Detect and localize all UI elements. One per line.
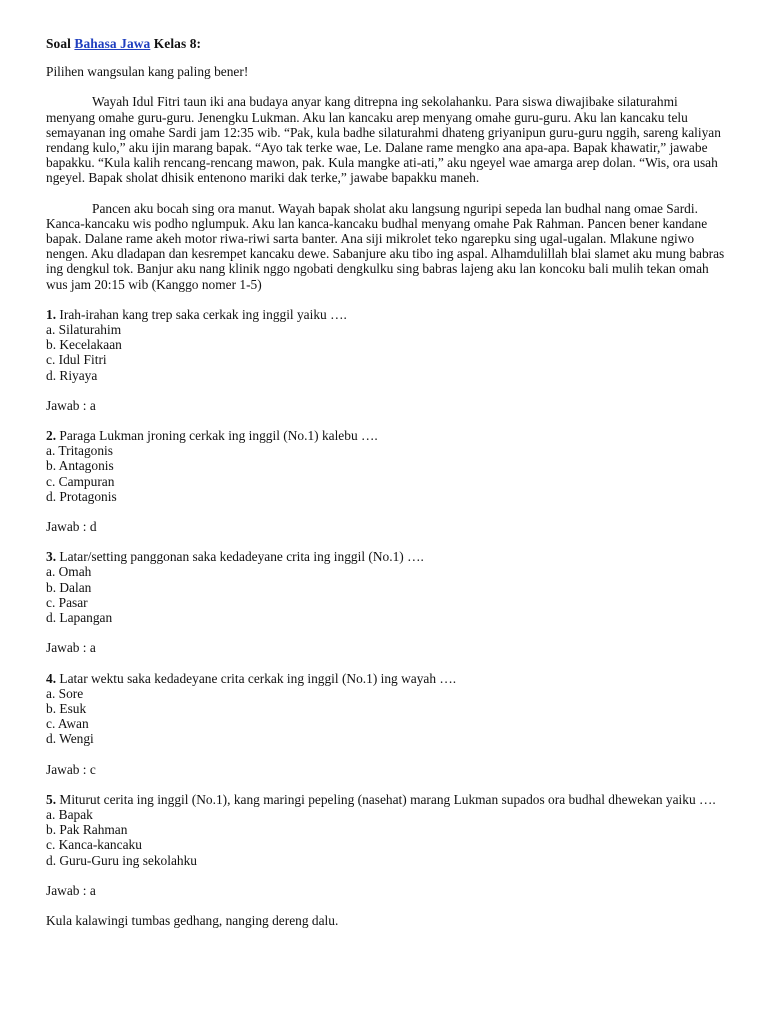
story-paragraph-1: Wayah Idul Fitri taun iki ana budaya anyar kang ditrepna ing sekolahanku. Para siswa diwajibake silaturahmi menyang omahe guru-guru. Jenengku Lukman. Aku lan kancaku arep menyang omahe guru-guru. Aku lan kancaku telu semayanan ing omahe Sardi jam 12:35 wib. “Pak, kula badhe silaturahmi dhateng griyanipun guru-guru nggih, sareng kaliyan rendang kulo,” aku ijin marang bapak. “Ayo tak terke wae, Le. Dalane rame mengko ana apa-apa. Bapak khawatir,” jawabe bapakku. “Kula kalih rencang-rencang mawon, pak. Kula mangke ati-ati,” aku ngeyel wae amarga arep dolan. “Wis, ora usah ngeyel. Bapak sholat dhisik entenono mariki dak terke,” jawabe bapakku maneh. bbox=[46, 94, 721, 186]
title-prefix: Soal bbox=[46, 36, 71, 51]
title-suffix: Kelas 8: bbox=[153, 36, 202, 51]
question-text: Paraga Lukman jroning cerkak ing inggil (No.1) kalebu …. bbox=[59, 428, 378, 444]
option-item: c. Campuran bbox=[46, 473, 115, 489]
question-number: 1. bbox=[46, 306, 57, 322]
option-item: c. Pasar bbox=[46, 594, 88, 610]
option-item: b. Esuk bbox=[46, 700, 87, 716]
option-item: a. Tritagonis bbox=[46, 443, 113, 459]
answer-1: Jawab : a bbox=[46, 397, 96, 413]
answer-5: Jawab : a bbox=[46, 882, 96, 898]
question-text: Latar wektu saka kedadeyane crita cerkak ing inggil (No.1) ing wayah …. bbox=[59, 670, 457, 686]
option-item: a. Sore bbox=[46, 685, 84, 701]
options-list-1 bbox=[46, 322, 726, 383]
question-number: 2. bbox=[46, 428, 57, 444]
option-item: d. Wengi bbox=[46, 731, 94, 747]
option-item: b. Kecelakaan bbox=[46, 337, 122, 353]
options-list-3 bbox=[46, 564, 726, 625]
question-3 bbox=[46, 549, 726, 564]
option-item: a. Omah bbox=[46, 564, 92, 580]
answer-3: Jawab : a bbox=[46, 640, 96, 656]
question-1 bbox=[46, 307, 726, 322]
option-item: d. Riyaya bbox=[46, 367, 98, 383]
options-list-5 bbox=[46, 807, 726, 868]
option-item: b. Pak Rahman bbox=[46, 822, 128, 838]
options-list-2 bbox=[46, 443, 726, 504]
instruction-text: Pilihen wangsulan kang paling bener! bbox=[46, 64, 249, 80]
answer-4: Jawab : c bbox=[46, 761, 96, 777]
option-item: d. Guru-Guru ing sekolahku bbox=[46, 852, 197, 868]
option-item: c. Idul Fitri bbox=[46, 352, 107, 368]
document-title bbox=[46, 36, 726, 51]
question-number: 4. bbox=[46, 670, 57, 686]
question-text: Latar/setting panggonan saka kedadeyane crita ing inggil (No.1) …. bbox=[59, 549, 424, 565]
bahasa-jawa-link[interactable]: Bahasa Jawa bbox=[74, 36, 151, 51]
question-4 bbox=[46, 671, 726, 686]
document-page bbox=[46, 36, 726, 928]
option-item: b. Dalan bbox=[46, 579, 92, 595]
question-text: Miturut cerita ing inggil (No.1), kang maringi pepeling (nasehat) marang Lukman supados ora budhal dhewekan yaiku …. bbox=[59, 791, 716, 807]
answer-2: Jawab : d bbox=[46, 519, 97, 535]
option-item: a. Silaturahim bbox=[46, 322, 122, 338]
option-item: c. Kanca-kancaku bbox=[46, 837, 142, 853]
option-item: a. Bapak bbox=[46, 806, 93, 822]
question-2 bbox=[46, 428, 726, 443]
option-item: d. Lapangan bbox=[46, 610, 113, 626]
story-paragraph-2: Pancen aku bocah sing ora manut. Wayah bapak sholat aku langsung nguripi sepeda lan budhal nang omae Sardi. Kanca-kancaku wis podho nglumpuk. Aku lan kanca-kancaku budhal menyang omahe Pak Rahman. Pancen bener kandane bapak. Dalane rame akeh motor riwa-riwi sarta banter. Ana siji mikrolet teko ngarepku sing ugal-ugalan. Mlakune ngiwo nengen. Aku dladapan dan kesrempet kancaku dewe. Sabanjure aku tibo ing aspal. Alhamdulillah blai slamet aku mung babras ing dengkul tok. Banjur aku nang klinik nggo ngobati dengkulku sing babras lajeng aku lan koncoku bali mulih tekan omah wus jam 20:15 wib (Kanggo nomer 1-5) bbox=[46, 200, 725, 292]
question-number: 5. bbox=[46, 791, 57, 807]
options-list-4 bbox=[46, 686, 726, 747]
question-5 bbox=[46, 792, 726, 807]
closing-text: Kula kalawingi tumbas gedhang, nanging dereng dalu. bbox=[46, 912, 339, 928]
option-item: c. Awan bbox=[46, 716, 89, 732]
question-number: 3. bbox=[46, 549, 57, 565]
option-item: b. Antagonis bbox=[46, 458, 114, 474]
question-text: Irah-irahan kang trep saka cerkak ing inggil yaiku …. bbox=[59, 306, 347, 322]
option-item: d. Protagonis bbox=[46, 488, 117, 504]
